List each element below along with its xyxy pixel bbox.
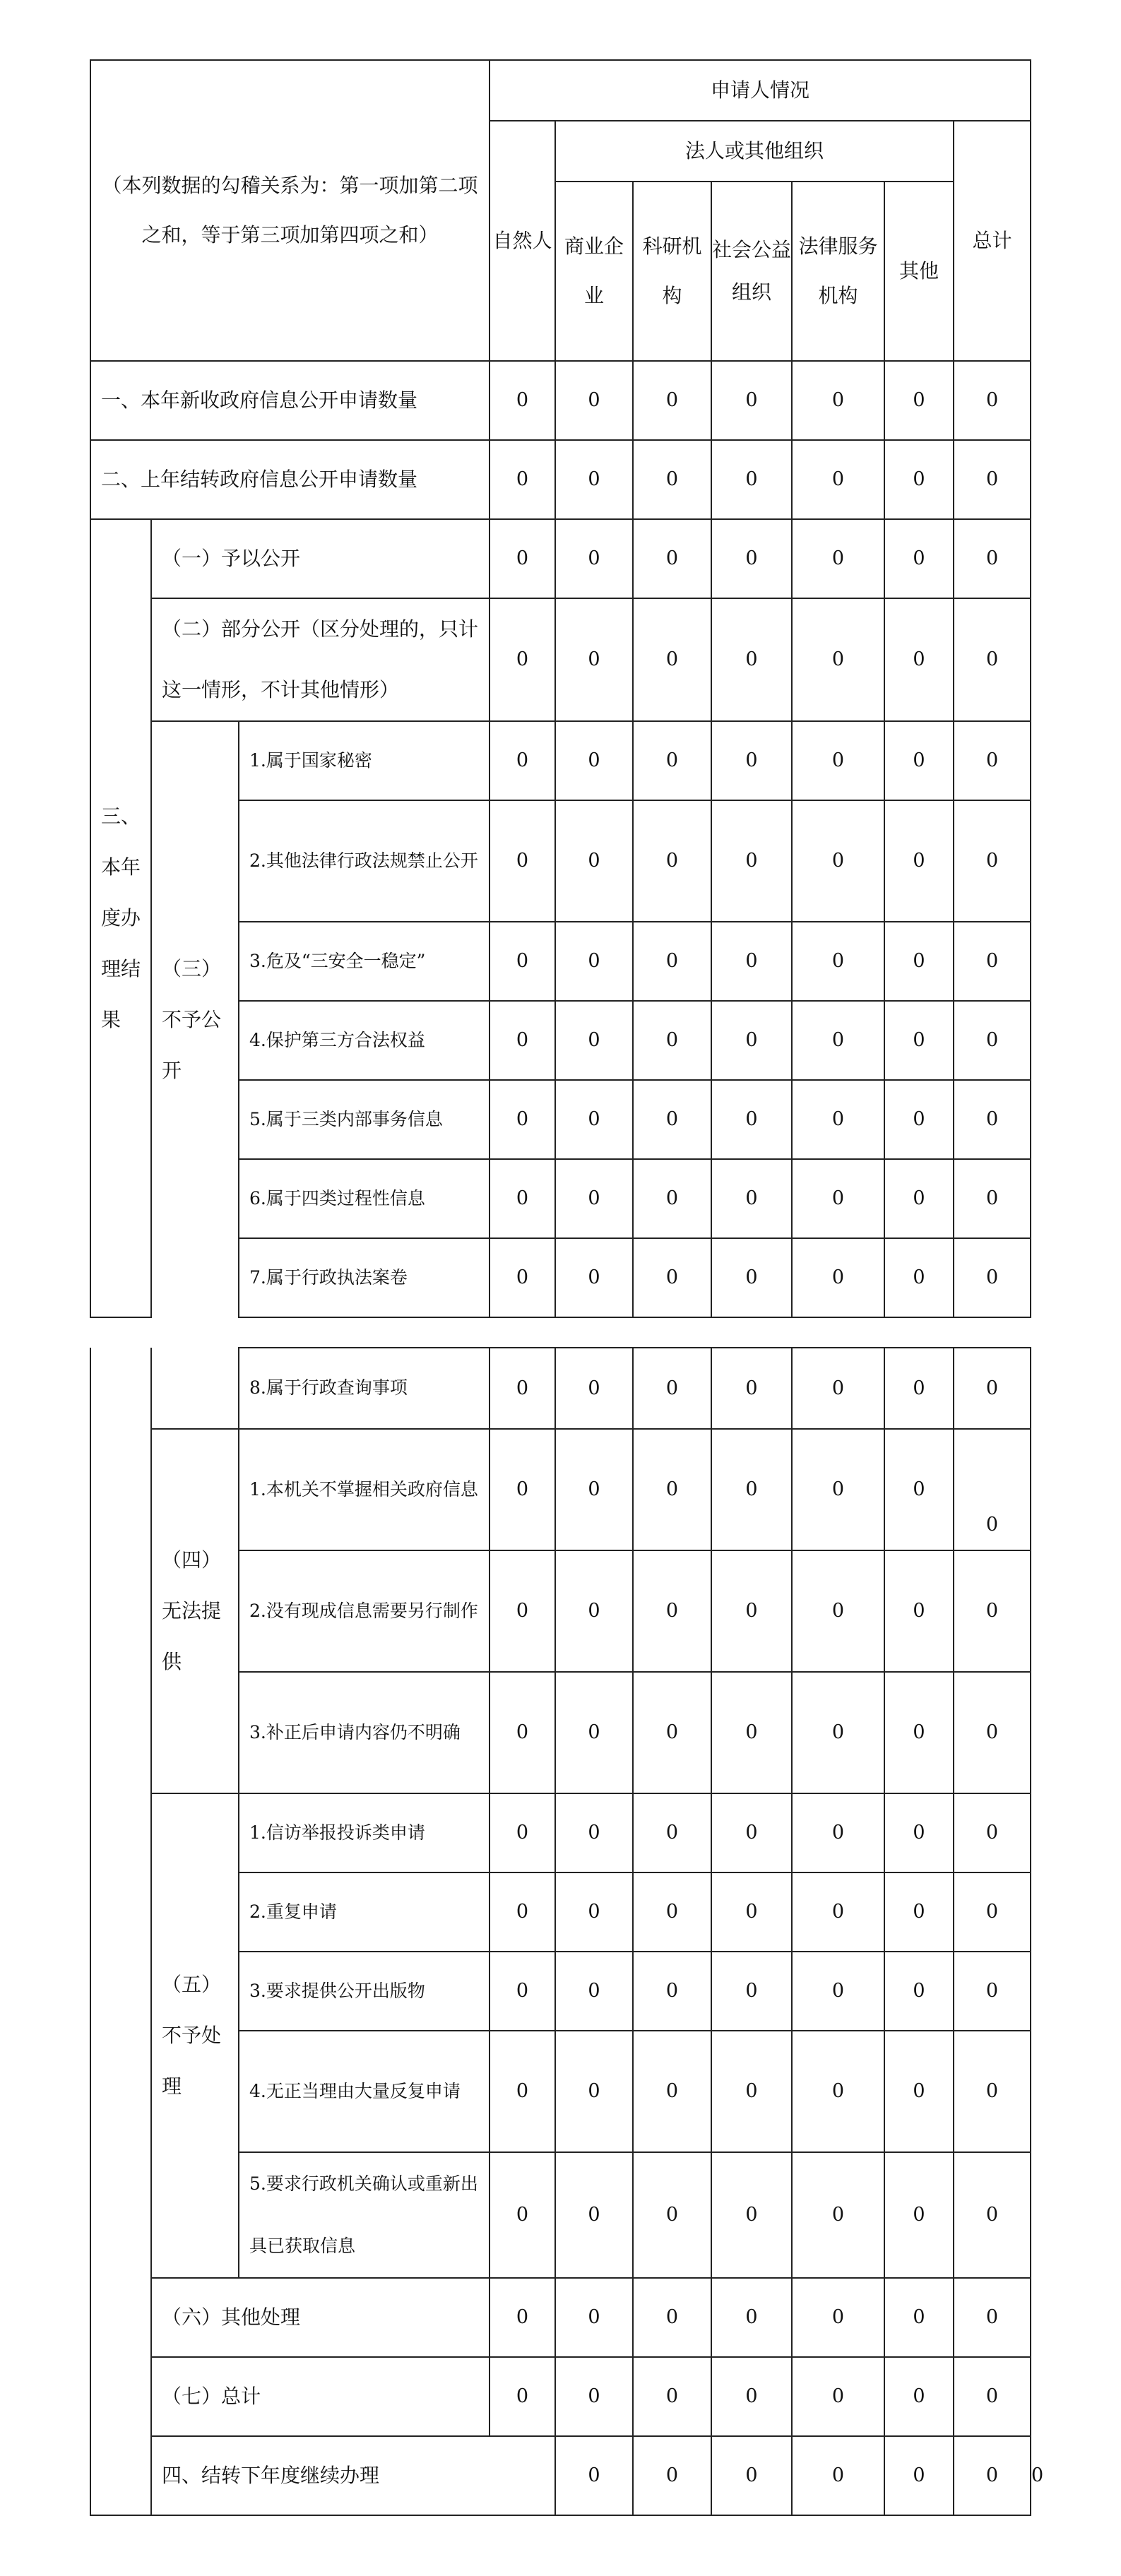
cell-value: 0 — [711, 1080, 792, 1159]
cell-value: 0 — [490, 1672, 555, 1793]
cell-value: 0 — [633, 1550, 711, 1672]
cell-value: 0 — [792, 598, 884, 721]
cell-value: 0 — [633, 1952, 711, 2031]
cell-value: 0 — [490, 2031, 555, 2152]
cell-value: 0 — [954, 2278, 1031, 2357]
cell-value: 0 — [884, 800, 954, 922]
cell-value: 0 — [555, 440, 633, 519]
cell-value: 0 — [490, 1080, 555, 1159]
cell-value: 0 — [555, 721, 633, 800]
cell-value: 0 — [490, 1952, 555, 2031]
cell-value: 0 — [792, 1001, 884, 1080]
cell-value: 0 — [884, 1952, 954, 2031]
cell-value: 0 — [884, 519, 954, 598]
info-disclosure-table-part1 — [90, 59, 1031, 1318]
cell-value: 0 — [884, 1550, 954, 1672]
cell-value: 0 — [490, 1238, 555, 1317]
cell-value: 0 — [884, 1238, 954, 1317]
cell-value: 0 — [711, 1952, 792, 2031]
row-not-disclosed-continued — [151, 1348, 239, 1429]
row-unable-item: 3.补正后申请内容仍不明确 — [239, 1672, 490, 1793]
cell-value: 0 — [490, 1872, 555, 1952]
cell-value: 0 — [954, 2152, 1031, 2278]
cell-value: 0 — [792, 1672, 884, 1793]
cell-value: 0 — [884, 1080, 954, 1159]
row-unable-item: 2.没有现成信息需要另行制作 — [239, 1550, 490, 1672]
cell-value: 0 — [954, 2031, 1031, 2152]
cell-value: 0 — [884, 2152, 954, 2278]
header-commercial: 商业企业 — [555, 182, 633, 361]
cell-value: 0 — [633, 2278, 711, 2357]
cell-value: 0 — [884, 1793, 954, 1872]
cell-value: 0 — [954, 2357, 1031, 2436]
cell-value: 0 — [792, 2436, 884, 2515]
cell-value: 0 — [792, 1793, 884, 1872]
cell-value: 0 — [555, 1429, 633, 1550]
cell-value: 0 — [555, 1238, 633, 1317]
cell-value: 0 — [490, 1001, 555, 1080]
cell-value: 0 — [954, 1793, 1031, 1872]
cell-value: 0 — [711, 721, 792, 800]
cell-value: 0 — [555, 2436, 633, 2515]
cell-value: 0 — [711, 1159, 792, 1238]
cell-value: 0 — [954, 1001, 1031, 1080]
row-not-disclosed-item: 4.保护第三方合法权益 — [239, 1001, 490, 1080]
cell-value: 0 — [954, 2436, 1031, 2515]
cell-value: 0 — [954, 1550, 1031, 1672]
cell-value: 0 — [633, 519, 711, 598]
cell-value: 0 — [884, 1001, 954, 1080]
row-disclosed: （一）予以公开 — [151, 519, 490, 598]
cell-value: 0 — [633, 2357, 711, 2436]
cell-value: 0 — [490, 440, 555, 519]
cell-value: 0 — [633, 2031, 711, 2152]
cell-value: 0 — [555, 2357, 633, 2436]
cell-value: 0 — [884, 922, 954, 1001]
cell-value: 0 — [792, 1080, 884, 1159]
cell-value: 0 — [792, 1550, 884, 1672]
cell-value: 0 — [792, 1952, 884, 2031]
header-natural-person: 自然人 — [490, 121, 555, 361]
header-total: 总计 — [954, 121, 1031, 361]
cell-value: 0 — [555, 361, 633, 440]
row-unable-to-provide-label: （四）无法提供 — [151, 1429, 239, 1793]
cell-value: 0 — [954, 1872, 1031, 1952]
cell-value: 0 — [792, 2152, 884, 2278]
cell-value: 0 — [633, 1348, 711, 1429]
cell-value: 0 — [711, 519, 792, 598]
row-unable-item: 1.本机关不掌握相关政府信息 — [239, 1429, 490, 1550]
row-not-disclosed-item: 8.属于行政查询事项 — [239, 1348, 490, 1429]
cell-value: 0 — [954, 1429, 1031, 1550]
row-not-processed-item: 5.要求行政机关确认或重新出具已获取信息 — [239, 2152, 490, 2278]
cell-value: 0 — [954, 1952, 1031, 2031]
cell-value: 0 — [792, 2031, 884, 2152]
cell-value: 0 — [884, 598, 954, 721]
row-annual-results-label: 三、本年度办理结果 — [90, 519, 151, 1317]
row-carried-over: 二、上年结转政府信息公开申请数量 — [90, 440, 490, 519]
cell-value: 0 — [490, 1159, 555, 1238]
header-social: 社会公益组织 — [711, 182, 792, 361]
cell-value: 0 — [490, 721, 555, 800]
cell-value: 0 — [633, 2152, 711, 2278]
cell-value: 0 — [555, 1952, 633, 2031]
cell-value: 0 — [884, 2357, 954, 2436]
cell-value: 0 — [954, 721, 1031, 800]
row-annual-results-continued — [90, 1348, 151, 2515]
cell-value: 0 — [884, 721, 954, 800]
cell-value: 0 — [884, 1672, 954, 1793]
cell-value: 0 — [954, 800, 1031, 922]
cell-value: 0 — [792, 1872, 884, 1952]
cell-value: 0 — [490, 519, 555, 598]
cell-value: 0 — [555, 1793, 633, 1872]
header-applicant-situation: 申请人情况 — [490, 60, 1031, 121]
cell-value: 0 — [555, 2031, 633, 2152]
cell-value: 0 — [792, 2357, 884, 2436]
cell-value: 0 — [490, 361, 555, 440]
header-other: 其他 — [884, 182, 954, 361]
cell-value: 0 — [792, 361, 884, 440]
cell-value: 0 — [884, 1348, 954, 1429]
cell-value: 0 — [711, 1348, 792, 1429]
header-legal-person-group: 法人或其他组织 — [555, 121, 954, 182]
cell-value: 0 — [490, 1550, 555, 1672]
cell-value: 0 — [633, 922, 711, 1001]
row-new-applications: 一、本年新收政府信息公开申请数量 — [90, 361, 490, 440]
row-not-processed-item: 2.重复申请 — [239, 1872, 490, 1952]
row-partially-disclosed: （二）部分公开（区分处理的，只计这一情形，不计其他情形） — [151, 598, 490, 721]
cell-value: 0 — [555, 2278, 633, 2357]
cell-value: 0 — [555, 1348, 633, 1429]
cell-value: 0 — [711, 598, 792, 721]
cell-value: 0 — [792, 440, 884, 519]
cell-value: 0 — [954, 1348, 1031, 1429]
cell-value: 0 — [555, 1672, 633, 1793]
info-disclosure-table-part2: 8.属于行政查询事项 0 0 0 0 0 0 0 （四）无法提供 1.本机关不掌握相关政府信息 0 0 0 0 0 0 0 2.没有现成信息需要另行制作 0 0 0 0 0 0 0 3.补正后申请内容仍不明确 0 0 0 0 0 0 0 （五）不予处理 1.信访举报投诉类申请 0 0 0 0 0 0 0 2.重复申请 0 0 0 0 0 0 0 3.要求提供公开出版物 0 0 0 0 0 0 0 4.无正当理由大量反复申请 0 0 0 0 0 0 0 5.要求行政机关确认或重新出具已获取信息 0 0 0 0 0 0 0 （六）其他处理 0 0 0 0 0 0 0 （七）总计 0 0 0 0 0 0 0 四、结转下年度继续办理 0 0 0 0 0 0 0 — [90, 1347, 1031, 2516]
cell-value: 0 — [954, 1238, 1031, 1317]
row-not-processed-item: 4.无正当理由大量反复申请 — [239, 2031, 490, 2152]
cell-value: 0 — [884, 1159, 954, 1238]
header-research: 科研机构 — [633, 182, 711, 361]
cell-value: 0 — [792, 922, 884, 1001]
cell-value: 0 — [490, 1793, 555, 1872]
cell-value: 0 — [633, 598, 711, 721]
cell-value: 0 — [490, 800, 555, 922]
row-not-disclosed-item: 7.属于行政执法案卷 — [239, 1238, 490, 1317]
row-not-processed-label: （五）不予处理 — [151, 1793, 239, 2278]
cell-value: 0 — [633, 1001, 711, 1080]
cell-value: 0 — [711, 2031, 792, 2152]
cell-value: 0 — [792, 721, 884, 800]
cell-value: 0 — [711, 1238, 792, 1317]
cell-value: 0 — [884, 1429, 954, 1550]
cell-value: 0 — [711, 2436, 792, 2515]
cell-value: 0 — [792, 1429, 884, 1550]
cell-value: 0 — [711, 1672, 792, 1793]
cell-value: 0 — [792, 1238, 884, 1317]
row-not-disclosed-label: （三）不予公开 — [151, 721, 239, 1317]
cell-value: 0 — [954, 1080, 1031, 1159]
row-not-disclosed-item: 5.属于三类内部事务信息 — [239, 1080, 490, 1159]
cell-value: 0 — [555, 1872, 633, 1952]
cell-value: 0 — [555, 519, 633, 598]
header-note: （本列数据的勾稽关系为：第一项加第二项之和，等于第三项加第四项之和） — [90, 60, 490, 361]
cell-value: 0 — [792, 519, 884, 598]
row-not-disclosed-item: 3.危及“三安全一稳定” — [239, 922, 490, 1001]
cell-value: 0 — [490, 2152, 555, 2278]
cell-value: 0 — [490, 2357, 555, 2436]
cell-value: 0 — [884, 361, 954, 440]
cell-value: 0 — [711, 2357, 792, 2436]
row-other-processing: （六）其他处理 — [151, 2278, 490, 2357]
cell-value: 0 — [633, 1793, 711, 1872]
cell-value: 0 — [490, 2278, 555, 2357]
cell-value: 0 — [633, 1429, 711, 1550]
cell-value: 0 — [792, 1348, 884, 1429]
cell-value: 0 — [792, 800, 884, 922]
row-not-processed-item: 3.要求提供公开出版物 — [239, 1952, 490, 2031]
cell-value: 0 — [954, 1159, 1031, 1238]
cell-value: 0 — [711, 1793, 792, 1872]
cell-value: 0 — [555, 1159, 633, 1238]
cell-value: 0 — [954, 922, 1031, 1001]
row-carry-to-next-year: 四、结转下年度继续办理 — [151, 2436, 555, 2515]
row-not-disclosed-item: 1.属于国家秘密 — [239, 721, 490, 800]
cell-value: 0 — [884, 2278, 954, 2357]
cell-value: 0 — [555, 1001, 633, 1080]
cell-value: 0 — [555, 2152, 633, 2278]
cell-value: 0 — [555, 1080, 633, 1159]
cell-value: 0 — [490, 922, 555, 1001]
cell-value: 0 — [633, 800, 711, 922]
cell-value: 0 — [711, 800, 792, 922]
cell-value: 0 — [954, 519, 1031, 598]
cell-value: 0 — [711, 1001, 792, 1080]
row-not-disclosed-item: 2.其他法律行政法规禁止公开 — [239, 800, 490, 922]
cell-value: 0 — [555, 1550, 633, 1672]
cell-value: 0 — [711, 361, 792, 440]
cell-value: 0 — [954, 1672, 1031, 1793]
cell-value: 0 — [954, 361, 1031, 440]
cell-value: 0 — [711, 1550, 792, 1672]
cell-value: 0 — [711, 1872, 792, 1952]
cell-value: 0 — [711, 440, 792, 519]
cell-value: 0 — [633, 361, 711, 440]
cell-value: 0 — [792, 2278, 884, 2357]
row-results-total: （七）总计 — [151, 2357, 490, 2436]
cell-value: 0 — [633, 1159, 711, 1238]
cell-value: 0 — [884, 2436, 954, 2515]
cell-value: 0 — [954, 598, 1031, 721]
cell-value: 0 — [490, 1348, 555, 1429]
cell-value: 0 — [555, 922, 633, 1001]
cell-value: 0 — [711, 2152, 792, 2278]
cell-value: 0 — [555, 598, 633, 721]
cell-value: 0 — [792, 1159, 884, 1238]
cell-value: 0 — [711, 1429, 792, 1550]
cell-value: 0 — [711, 922, 792, 1001]
row-not-disclosed-item: 6.属于四类过程性信息 — [239, 1159, 490, 1238]
cell-value: 0 — [490, 1429, 555, 1550]
cell-value: 0 — [884, 2031, 954, 2152]
row-not-processed-item: 1.信访举报投诉类申请 — [239, 1793, 490, 1872]
cell-value: 0 — [884, 440, 954, 519]
header-legal-service: 法律服务机构 — [792, 182, 884, 361]
cell-value: 0 — [633, 440, 711, 519]
cell-value: 0 — [555, 800, 633, 922]
cell-value: 0 — [633, 2436, 711, 2515]
cell-value: 0 — [633, 721, 711, 800]
cell-value: 0 — [633, 1080, 711, 1159]
cell-value: 0 — [633, 1872, 711, 1952]
cell-value: 0 — [884, 1872, 954, 1952]
cell-value: 0 — [633, 1672, 711, 1793]
cell-value: 0 — [954, 440, 1031, 519]
cell-value: 0 — [633, 1238, 711, 1317]
cell-value: 0 — [490, 598, 555, 721]
cell-value: 0 — [711, 2278, 792, 2357]
